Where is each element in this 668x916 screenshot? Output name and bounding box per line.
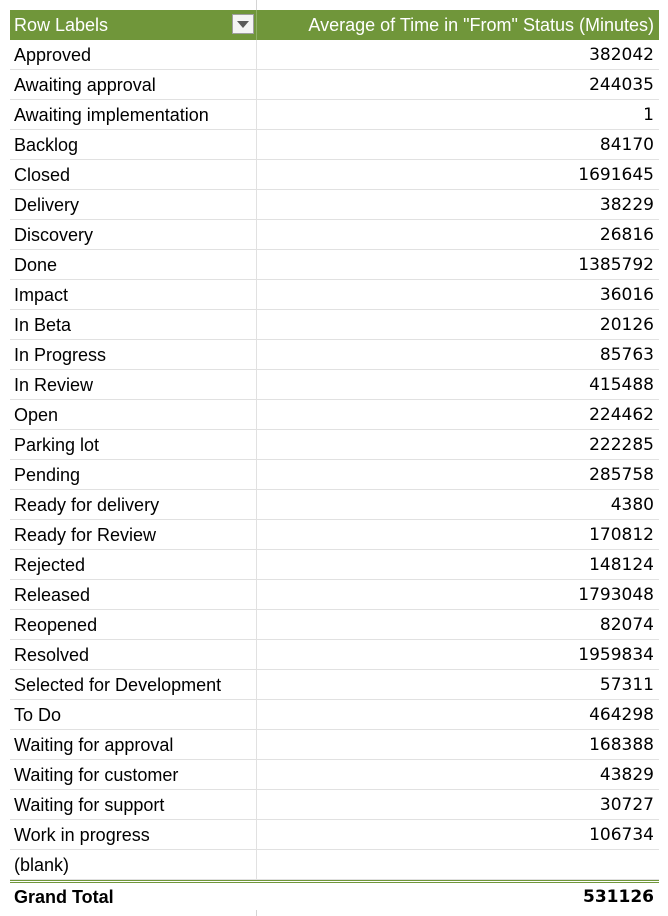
row-label-cell[interactable]: Open [14, 405, 59, 425]
table-row[interactable] [10, 730, 659, 760]
row-label-cell[interactable]: Resolved [14, 645, 90, 665]
row-label-cell[interactable]: Waiting for support [14, 795, 165, 815]
row-label-cell[interactable]: Reopened [14, 615, 98, 635]
table-row[interactable] [10, 400, 659, 430]
row-value-cell[interactable]: 1 [256, 100, 659, 129]
row-label-cell[interactable]: Done [14, 255, 58, 275]
table-row[interactable] [10, 130, 659, 160]
table-row[interactable] [10, 70, 659, 100]
row-value-cell[interactable]: 4380 [256, 490, 659, 519]
row-label-cell[interactable]: Backlog [14, 135, 79, 155]
row-label-cell[interactable]: Approved [14, 45, 92, 65]
row-labels-filter-button[interactable] [232, 14, 254, 34]
row-value-cell[interactable]: 1959834 [256, 640, 659, 669]
pivot-header-row [10, 10, 659, 40]
row-value-cell[interactable]: 43829 [256, 760, 659, 789]
row-label-cell[interactable]: Released [14, 585, 91, 605]
row-label-cell[interactable]: In Progress [14, 345, 107, 365]
row-label-cell[interactable]: Awaiting approval [14, 75, 156, 95]
row-label-cell[interactable]: Awaiting implementation [14, 105, 209, 125]
table-row[interactable] [10, 220, 659, 250]
table-row[interactable] [10, 190, 659, 220]
row-value-cell[interactable] [256, 850, 659, 879]
row-label-cell[interactable]: Work in progress [14, 825, 150, 845]
table-row[interactable] [10, 370, 659, 400]
value-column-header[interactable]: Average of Time in "From" Status (Minutes) [256, 10, 659, 40]
table-row[interactable] [10, 160, 659, 190]
row-value-cell[interactable]: 20126 [256, 310, 659, 339]
table-row[interactable] [10, 790, 659, 820]
table-row[interactable] [10, 490, 659, 520]
row-value-cell[interactable]: 1691645 [256, 160, 659, 189]
row-labels-header-text: Row Labels [14, 15, 109, 35]
row-value-cell[interactable]: 106734 [256, 820, 659, 849]
table-row[interactable] [10, 670, 659, 700]
table-row[interactable] [10, 250, 659, 280]
table-row[interactable] [10, 610, 659, 640]
row-value-cell[interactable]: 84170 [256, 130, 659, 159]
table-row[interactable] [10, 100, 659, 130]
table-row[interactable] [10, 520, 659, 550]
row-label-cell[interactable]: Ready for delivery [14, 495, 160, 515]
row-value-cell[interactable]: 222285 [256, 430, 659, 459]
row-value-cell[interactable]: 38229 [256, 190, 659, 219]
table-row[interactable] [10, 550, 659, 580]
row-label-cell[interactable]: Delivery [14, 195, 80, 215]
row-label-cell[interactable]: Ready for Review [14, 525, 157, 545]
row-value-cell[interactable]: 26816 [256, 220, 659, 249]
row-label-cell[interactable]: Pending [14, 465, 81, 485]
table-row[interactable] [10, 850, 659, 880]
table-row[interactable] [10, 40, 659, 70]
row-label-cell[interactable]: To Do [14, 705, 62, 725]
row-label-cell[interactable]: Closed [14, 165, 71, 185]
table-row[interactable] [10, 340, 659, 370]
row-value-cell[interactable]: 244035 [256, 70, 659, 99]
table-row[interactable] [10, 640, 659, 670]
row-value-cell[interactable]: 170812 [256, 520, 659, 549]
row-label-cell[interactable]: Selected for Development [14, 675, 222, 695]
row-value-cell[interactable]: 382042 [256, 40, 659, 69]
row-label-cell[interactable]: Rejected [14, 555, 86, 575]
chevron-down-icon [237, 21, 249, 28]
grand-total-value: 531126 [583, 887, 654, 907]
table-row[interactable] [10, 820, 659, 850]
table-row[interactable] [10, 430, 659, 460]
row-value-cell[interactable]: 82074 [256, 610, 659, 639]
table-row[interactable] [10, 280, 659, 310]
row-value-cell[interactable]: 285758 [256, 460, 659, 489]
grand-total-label: Grand Total [14, 887, 114, 907]
row-value-cell[interactable]: 224462 [256, 400, 659, 429]
row-value-cell[interactable]: 415488 [256, 370, 659, 399]
row-value-cell[interactable]: 1793048 [256, 580, 659, 609]
row-label-cell[interactable]: Discovery [14, 225, 94, 245]
row-label-cell[interactable]: In Review [14, 375, 94, 395]
row-label-cell[interactable]: Waiting for approval [14, 735, 174, 755]
row-label-cell[interactable]: Impact [14, 285, 69, 305]
table-row[interactable] [10, 460, 659, 490]
row-value-cell[interactable]: 464298 [256, 700, 659, 729]
table-row[interactable] [10, 310, 659, 340]
pivot-rows [10, 40, 659, 880]
row-value-cell[interactable]: 57311 [256, 670, 659, 699]
row-value-cell[interactable]: 1385792 [256, 250, 659, 279]
row-value-cell[interactable]: 148124 [256, 550, 659, 579]
row-label-cell[interactable]: In Beta [14, 315, 72, 335]
table-row[interactable] [10, 580, 659, 610]
row-label-cell[interactable]: Waiting for customer [14, 765, 179, 785]
row-value-cell[interactable]: 36016 [256, 280, 659, 309]
row-labels-header[interactable] [10, 10, 256, 40]
row-label-cell[interactable]: Parking lot [14, 435, 100, 455]
row-value-cell[interactable]: 85763 [256, 340, 659, 369]
table-row[interactable] [10, 700, 659, 730]
row-value-cell[interactable]: 168388 [256, 730, 659, 759]
pivot-table [10, 10, 659, 910]
row-value-cell[interactable]: 30727 [256, 790, 659, 819]
table-row[interactable] [10, 760, 659, 790]
row-label-cell[interactable]: (blank) [14, 855, 70, 875]
grand-total-row[interactable] [10, 880, 659, 910]
